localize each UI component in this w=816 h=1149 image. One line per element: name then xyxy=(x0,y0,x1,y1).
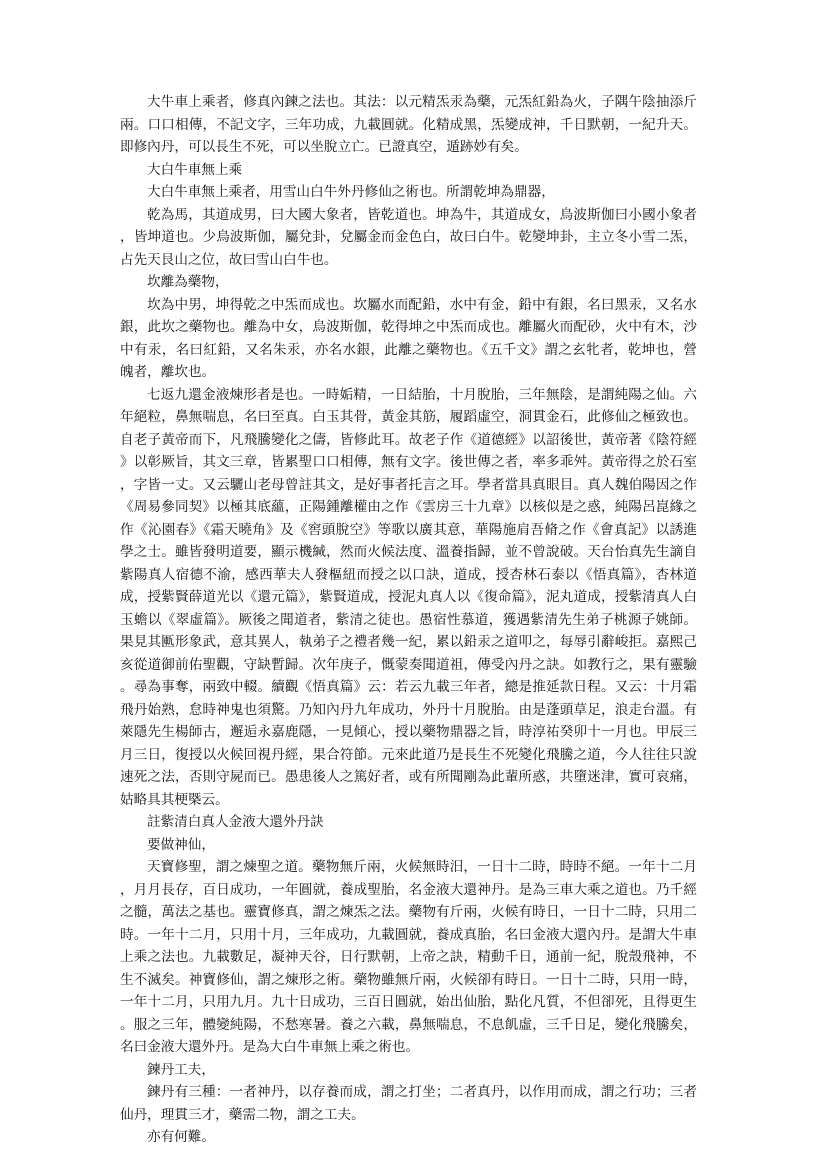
heading-commentary: 註紫清白真人金液大還外丹訣 xyxy=(147,814,324,830)
paragraph-da-bai-niu-che: 大白牛車無上乘者，用雪山白牛外丹修仙之術也。所謂乾坤為鼎器， xyxy=(147,184,555,200)
heading-kan-li: 坎離為藥物， xyxy=(147,274,229,290)
heading-da-bai-niu-che: 大白牛車無上乘 xyxy=(147,161,243,178)
paragraph-da-niu-che: 大牛車上乘者，修真內鍊之法也。其法：以元精炁汞為藥，元炁紅鉛為火，子隅午陰抽添斤兩。口口相傳，不記文字，三年功成，九載圓就。化精成黑，炁變成神，千日默朝，一紀升天。即修內丹，可以長生不死，可以坐脫立亡。已證真空，遁跡妙有矣。 xyxy=(120,94,697,155)
heading-yi-you-he-nan: 亦有何難。 xyxy=(147,1129,215,1145)
paragraph-kan-li: 坎為中男，坤得乾之中炁而成也。坎屬水而配鉛，水中有金，鉛中有銀，名曰黑汞，又名水銀，此坎之藥物也。離為中女，烏波斯伽，乾得坤之中炁而成也。離屬火而配砂，火中有木，沙中有汞，名曰紅鉛，又名朱汞，亦名水銀，此離之藥物也。《五千文》謂之玄牝者，乾坤也，營魄者，離坎也。 xyxy=(120,296,697,380)
paragraph-qian-kun: 乾為馬，其道成男，曰大國大象者，皆乾道也。坤為牛，其道成女，烏波斯伽曰小國小象者，皆坤道也。少烏波斯伽，屬兌卦，兌屬金而金色白，故曰白牛。乾變坤卦，主立冬小雪二炁，占先天艮山之位，故曰雪山白牛也。 xyxy=(120,206,697,268)
document-page xyxy=(120,91,697,1149)
paragraph-qi-fan-jiu-huan: 七返九還金液煉形者是也。一時姤精，一日結胎，十月脫胎，三年無陰，是謂純陽之仙。六年絕粒，鼻無喘息，名曰至真。白玉其骨，黃金其筋，履蹈虛空，洞貫金石，此修仙之極致也。自老子黃帝而下，凡飛騰變化之儔，皆修此耳。故老子作《道德經》以詔後世，黃帝著《陰符經》以彰厥旨，其文三章，皆累聖口口相傳，無有文字。後世傳之者，率多乖舛。黃帝得之於石室，字皆一丈。又云驪山老母曾註其文，是好事者托言之耳。學者當具真眼目。真人魏伯陽因之作《周易參同契》以極其底蘊，正陽鍾離權由之作《雲房三十九章》以核似是之惑，純陽呂崑緣之作《沁園春》《霜天曉角》及《窖頭脫空》等歌以廣其意，華陽施肩吾脩之作《會真記》以誘進學之士。雖皆發明道要，顯示機緘，然而火候法度、溫養指歸，並不曾說破。天台怡真先生謫自紫陽真人宿德不渝，感西華夫人發樞紐而授之以口訣，道成，授杏林石泰以《悟真篇》，杏林道成，授紫賢薛道光以《還元篇》，紫賢道成，授泥丸真人以《復命篇》，泥丸道成，授紫清真人白玉蟾以《翠虛篇》。厥後之聞道者，紫清之徒也。愚宿性慕道，獲遇紫清先生弟子桃源子姚師。果見其匭形象武，意其異人，執弟子之禮者幾一紀，累以鉛汞之道叩之，每辱引辭峻拒。嘉熙己亥從道御前佑聖觀，守缺暫歸。次年庚子，慨蒙奏聞道祖，傳受內丹之訣。如教行之，果有靈驗。尋為事奪，兩致中輟。續觀《悟真篇》云：若云九載三年者，總是推延款日程。又云：十月霜飛丹始熟，怠時神鬼也須驚。乃知內丹九年成功，外丹十月脫胎。由是蓬頭草足，浪走台溫。有萊隱先生楊師古，邂逅永嘉鹿隱，一見傾心，授以藥物鼎器之旨，時淳祐癸卯十一月也。甲辰三月三日，復授以火候回視丹經，果合符節。元來此道乃是長生不死變化飛騰之道，今人往往只說速死之法，否則守屍而已。愚患後人之篤好者，或有所聞剛為此輩所惑，共墮迷津，實可哀痛，姑略具其梗槩云。 xyxy=(120,386,697,808)
paragraph-lian-dan-san-zhong: 鍊丹有三種：一者神丹，以存養而成，謂之打坐；二者真丹，以作用而成，謂之行功；三者仙丹，理貫三才，藥需二物，謂之工夫。 xyxy=(120,1084,697,1123)
heading-yao-zuo-shen-xian: 要做神仙， xyxy=(147,836,215,853)
paragraph-tian-bao: 天寶修聖，謂之煉聖之道。藥物無斤兩，火候無時汨，一日十二時，時時不絕。一年十二月，月月長存，百日成功，一年圓就，養成聖胎，名金液大還神丹。是為三車大乘之道也。乃千經之髓，萬法之基也。靈寶修真，謂之煉炁之法。藥物有斤兩，火候有時日，一日十二時，只用二時。一年十二月，只用十月，三年成功，九載圓就，養成真胎，名曰金液大還內丹。是謂大牛車上乘之法也。九載數足，凝神天谷，日行默朝，上帝之訣，精動千日，通前一紀，脫殼飛神，不生不滅矣。神寶修仙，謂之煉形之術。藥物雖無斤兩，火候卻有時日。一日十二時，只用一時，一年十二月，只用九月。九十日成功，三百日圓就，始出仙胎，點化凡質，不但卻死，且得更生。服之三年，體變純陽，不愁寒暑。養之六載，鼻無喘息，不息飢虛，三千日足，變化飛騰矣，名曰金液大還外丹。是為大白牛車無上乘之術也。 xyxy=(120,859,697,1055)
heading-lian-dan-gong-fu: 鍊丹工夫， xyxy=(147,1061,215,1078)
